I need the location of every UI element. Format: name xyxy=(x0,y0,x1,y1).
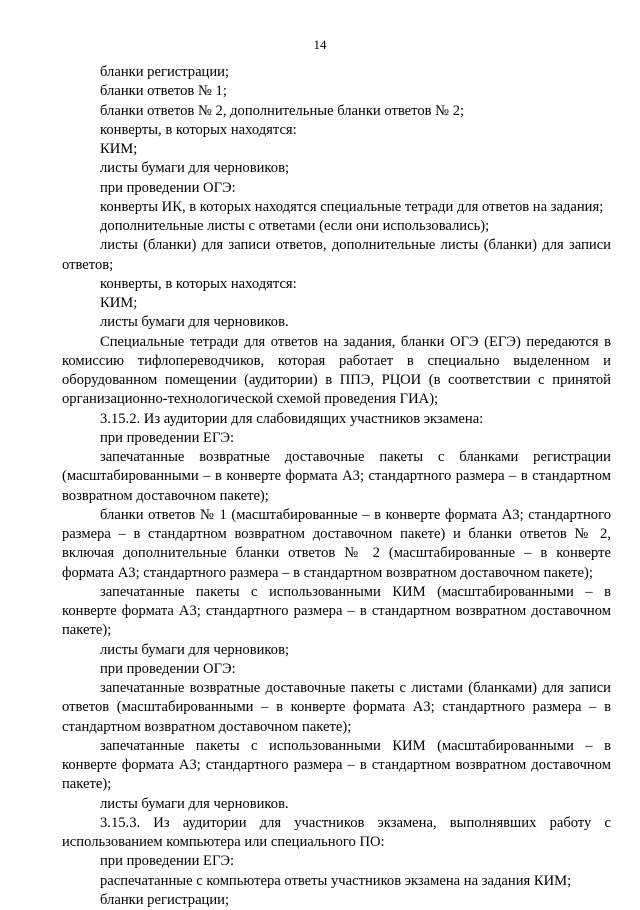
paragraph: конверты ИК, в которых находятся специальные тетради для ответов на задания; xyxy=(100,198,604,215)
paragraph: листы бумаги для черновиков. xyxy=(100,314,289,331)
paragraph: листы бумаги для черновиков; xyxy=(100,641,290,658)
paragraph: бланки ответов № 1 (масштабированные – в конверте формата А3; стандартного размера – в стандартном возвратном доставочном пакете) и бланки ответов № 2, включая дополнительные бланки ответов № 2 (масштабированные – в конверте формата А3; стандартного размера – в стандартном возвратном доставочном пакете); xyxy=(62,506,611,581)
paragraph: КИМ; xyxy=(100,295,138,311)
paragraph: бланки регистрации; xyxy=(100,64,230,80)
paragraph: бланки ответов № 2, дополнительные бланки ответов № 2; xyxy=(100,102,465,119)
paragraph: листы бумаги для черновиков; xyxy=(100,160,290,177)
paragraph: листы бумаги для черновиков. xyxy=(100,795,289,812)
paragraph: конверты, в которых находятся: xyxy=(100,275,297,292)
paragraph: при проведении ОГЭ: xyxy=(100,660,236,677)
paragraph: Специальные тетради для ответов на задания, бланки ОГЭ (ЕГЭ) передаются в комиссию тифлопереводчиков, которая работает в специально выделенном и оборудованном помещении (аудитории) в ППЭ, РЦОИ (в соответствии с принятой организационно-технологической схемой проведения ГИА); xyxy=(62,333,611,408)
paragraph: при проведении ЕГЭ: xyxy=(100,429,235,446)
paragraph: запечатанные пакеты с использованными КИМ (масштабированными – в конверте формата А3; стандартного размера – в стандартном возвратном доставочном пакете); xyxy=(62,737,611,793)
paragraph: при проведении ОГЭ: xyxy=(100,179,236,196)
section-heading: 3.15.3. Из аудитории для участников экзамена, выполнявших работу с использованием компьютера или специального ПО: xyxy=(62,814,611,850)
paragraph: запечатанные возвратные доставочные пакеты с бланками регистрации (масштабированными – в конверте формата А3; стандартного размера – в стандартном возвратном доставочном пакете); xyxy=(62,449,611,504)
paragraph: запечатанные пакеты с использованными КИМ (масштабированными – в конверте формата А3; стандартного размера – в стандартном возвратном доставочном пакете); xyxy=(62,583,611,639)
page-number: 14 xyxy=(313,37,327,52)
section-heading: 3.15.2. Из аудитории для слабовидящих участников экзамена: xyxy=(100,410,484,427)
paragraph: запечатанные возвратные доставочные пакеты с листами (бланками) для записи ответов (масштабированными – в конверте формата А3; стандартного размера – в стандартном возвратном доставочном пакете); xyxy=(62,680,611,735)
paragraph: КИМ; xyxy=(100,141,138,157)
paragraph: листы (бланки) для записи ответов, дополнительные листы (бланки) для записи ответов; xyxy=(62,237,611,273)
body-text xyxy=(62,63,611,910)
paragraph: распечатанные с компьютера ответы участников экзамена на задания КИМ; xyxy=(100,872,572,889)
paragraph: конверты, в которых находятся: xyxy=(100,121,297,138)
paragraph: бланки регистрации; xyxy=(100,891,230,908)
paragraph: при проведении ЕГЭ: xyxy=(100,853,235,870)
paragraph: бланки ответов № 1; xyxy=(100,83,227,100)
paragraph: дополнительные листы с ответами (если они использовались); xyxy=(100,218,490,234)
